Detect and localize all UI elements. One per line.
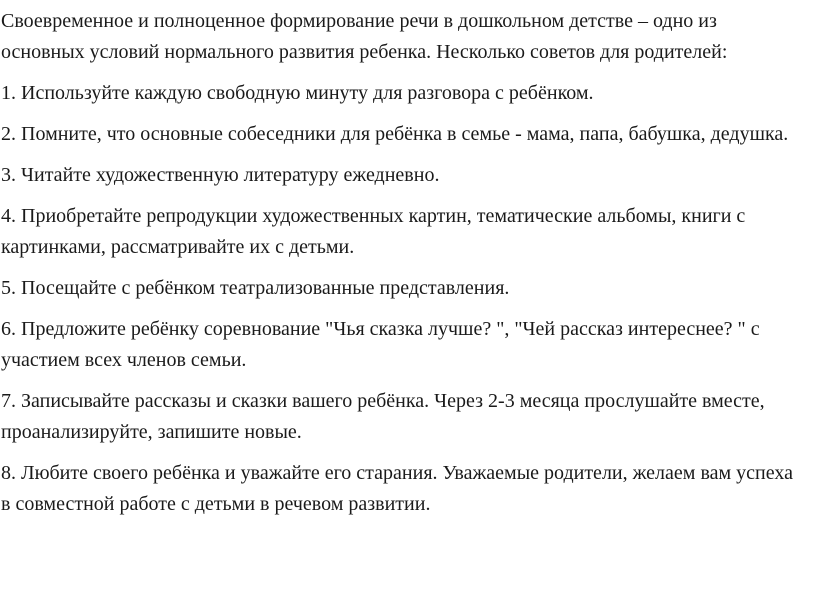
list-item: 8. Любите своего ребёнка и уважайте его старания. Уважаемые родители, желаем вам успеха в совместной работе с детьми в речевом развитии. — [1, 462, 793, 515]
intro-paragraph: Своевременное и полноценное формирование речи в дошкольном детстве – одно из основных условий нормального развития ребенка. Несколько советов для родителей: — [1, 10, 728, 63]
list-item: 5. Посещайте с ребёнком театрализованные представления. — [1, 277, 510, 299]
list-item: 6. Предложите ребёнку соревнование "Чья сказка лучше? ", "Чей рассказ интереснее? " с участием всех членов семьи. — [1, 318, 760, 371]
list-item: 2. Помните, что основные собеседники для ребёнка в семье - мама, папа, бабушка, дедушка. — [1, 123, 789, 145]
list-item: 4. Приобретайте репродукции художественных картин, тематические альбомы, книги с картинками, рассматривайте их с детьми. — [1, 205, 746, 258]
list-item: 1. Используйте каждую свободную минуту для разговора с ребёнком. — [1, 82, 594, 104]
advice-list — [1, 78, 802, 520]
list-item: 3. Читайте художественную литературу ежедневно. — [1, 164, 440, 186]
list-item: 7. Записывайте рассказы и сказки вашего ребёнка. Через 2-3 месяца прослушайте вместе, проанализируйте, запишите новые. — [1, 390, 765, 443]
